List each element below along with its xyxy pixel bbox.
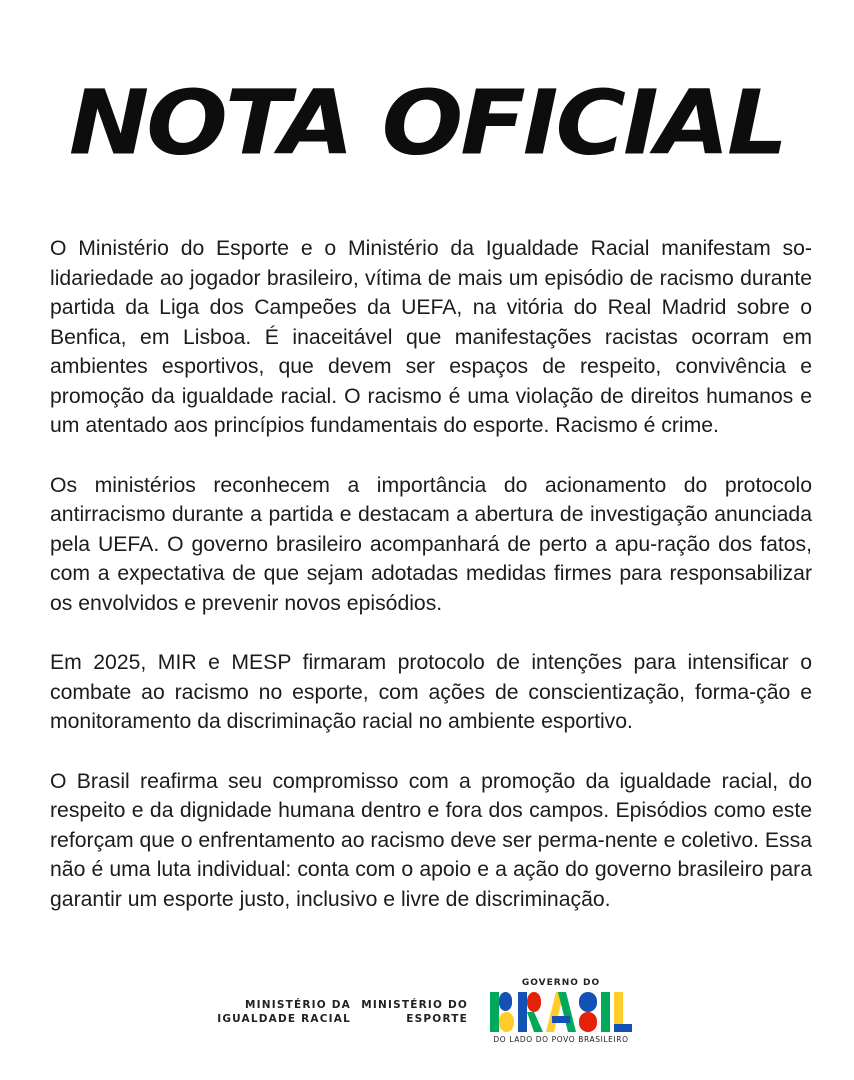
mesp-logo: [360, 998, 468, 1026]
brasil-wordmark-icon: [490, 992, 632, 1032]
footer-logos: [0, 978, 854, 1048]
page-title: NOTA OFICIAL: [68, 70, 786, 175]
mir-line-2: IGUALDADE RACIAL: [217, 1013, 351, 1025]
mesp-line-2: ESPORTE: [406, 1013, 468, 1025]
statement-body: [50, 234, 812, 944]
governo-do-brasil-logo: [488, 978, 634, 1048]
paragraph-2: Os ministérios reconhecem a importância do acionamento do protocolo antirracismo durante a partida e destacam a abertura de investigação anunciada pela UEFA. O governo brasileiro acompanhará de perto a apu-ração dos fatos, com a expectativa de que sejam adotadas medidas firmes para responsabilizar os envolvidos e prevenir novos episódios.: [50, 473, 812, 615]
paragraph-4: O Brasil reafirma seu compromisso com a promoção da igualdade racial, do respeito e da dignidade humana dentro e fora dos campos. Episódios como este reforçam que o enfrentamento ao racismo deve ser perma-nente e coletivo. Essa não é uma luta individual: conta com o apoio e a ação do governo brasileiro para garantir um esporte justo, inclusivo e livre de discriminação.: [50, 769, 812, 911]
gov-tagline: DO LADO DO POVO BRASILEIRO: [493, 1035, 629, 1044]
gov-top-text: GOVERNO DO: [521, 978, 601, 988]
mir-line-1: MINISTÉRIO DA: [245, 999, 351, 1011]
paragraph-3: Em 2025, MIR e MESP firmaram protocolo de intenções para intensificar o combate ao racismo no esporte, com ações de conscientização, forma-ção e monitoramento da discriminação racial no ambiente esportivo.: [50, 651, 812, 733]
mir-logo: [215, 998, 351, 1026]
mesp-line-1: MINISTÉRIO DO: [361, 999, 468, 1011]
paragraph-1: O Ministério do Esporte e o Ministério da Igualdade Racial manifestam so-lidariedade ao jogador brasileiro, vítima de mais um episódio de racismo durante partida da Liga dos Campeões da UEFA, na vitória do Real Madrid sobre o Benfica, em Lisboa. É inaceitável que manifestações racistas ocorram em ambientes esportivos, que devem ser espaços de respeito, convivência e promoção da igualdade racial. O racismo é uma violação de direitos humanos e um atentado aos princípios fundamentais do esporte. Racismo é crime.: [50, 237, 812, 437]
